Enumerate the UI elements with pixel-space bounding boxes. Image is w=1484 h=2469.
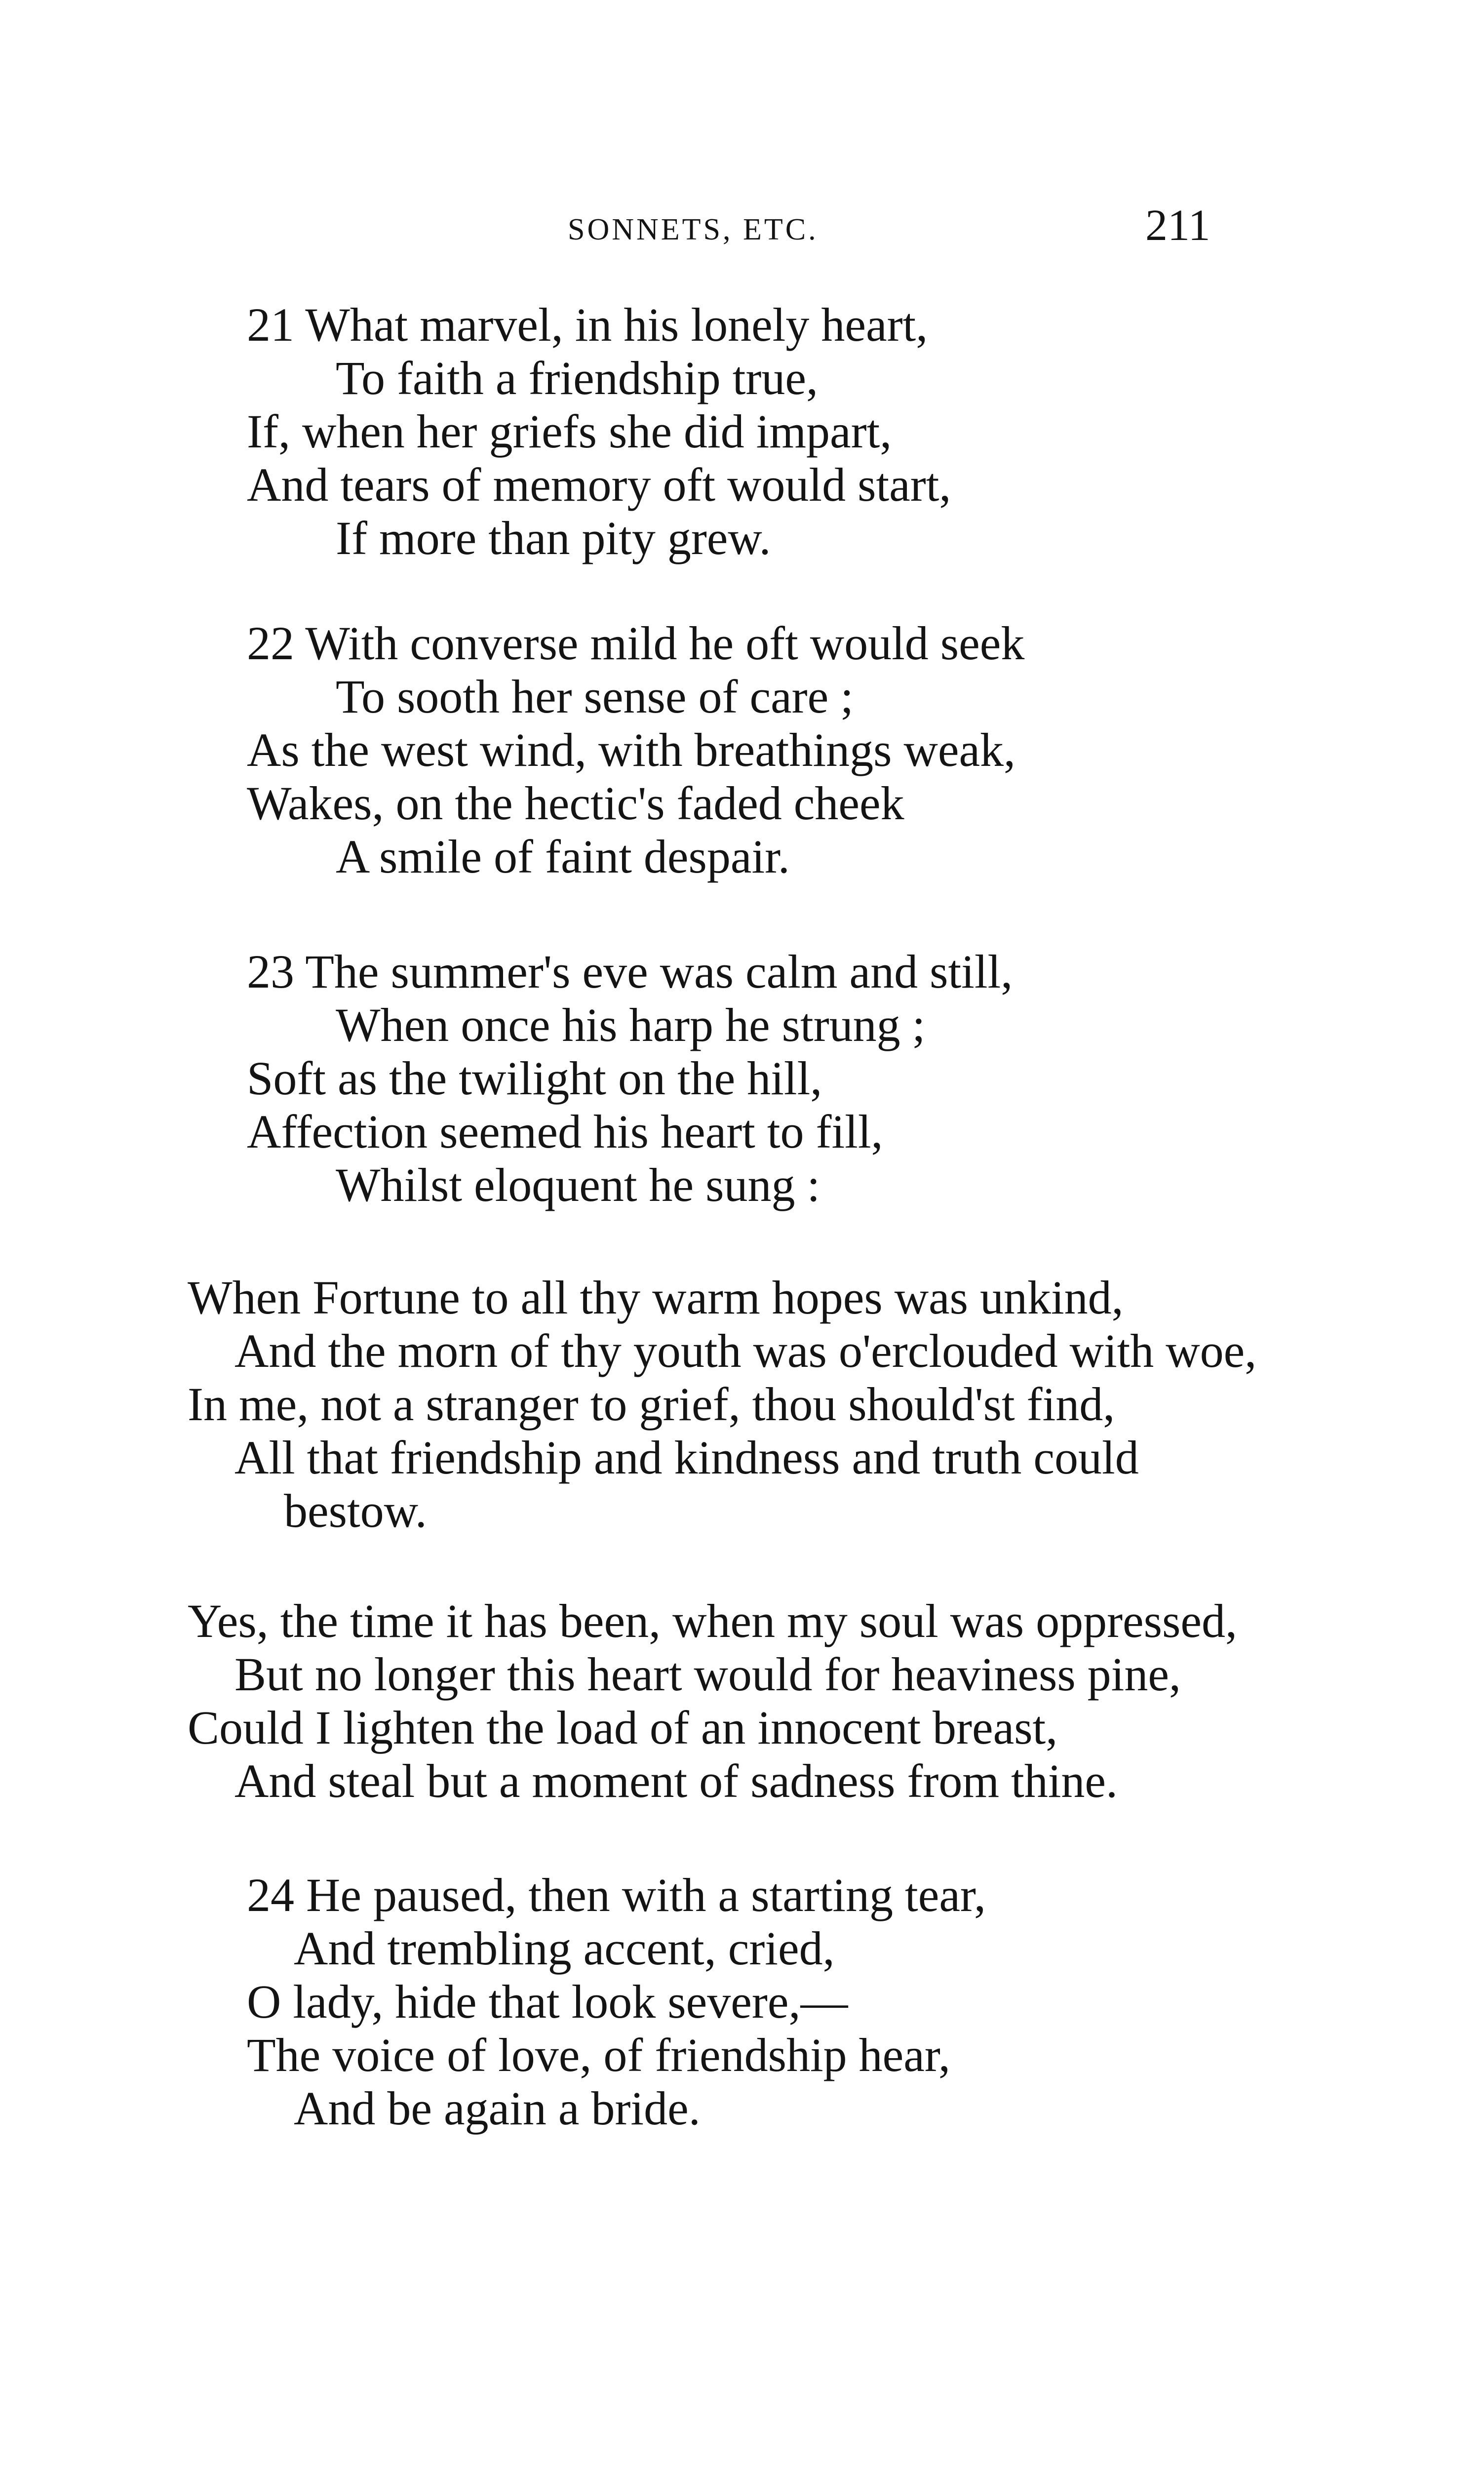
song-line: But no longer this heart would for heaviness pine, bbox=[234, 1648, 1181, 1701]
verse-line: As the west wind, with breathings weak, bbox=[247, 723, 1016, 776]
verse-line: If, when her griefs she did impart, bbox=[247, 405, 892, 458]
verse-line: And tears of memory oft would start, bbox=[247, 458, 951, 511]
song-line: In me, not a stranger to grief, thou should'st find, bbox=[188, 1378, 1115, 1431]
song-line: And the morn of thy youth was o'erclouded with woe, bbox=[234, 1324, 1257, 1377]
verse-line: 24 He paused, then with a starting tear, bbox=[247, 1869, 986, 1921]
verse-line: 22 With converse mild he oft would seek bbox=[247, 617, 1025, 670]
song-line: All that friendship and kindness and truth could bbox=[234, 1431, 1139, 1484]
verse-line: A smile of faint despair. bbox=[336, 830, 790, 883]
verse-line: The voice of love, of friendship hear, bbox=[247, 2029, 950, 2081]
verse-line: Soft as the twilight on the hill, bbox=[247, 1052, 822, 1105]
verse-line: If more than pity grew. bbox=[336, 512, 771, 564]
verse-line: And be again a bride. bbox=[294, 2082, 701, 2135]
verse-line: 23 The summer's eve was calm and still, bbox=[247, 945, 1013, 998]
verse-line: O lady, hide that look severe,— bbox=[247, 1975, 848, 2028]
page-number: 211 bbox=[1145, 201, 1211, 250]
song-line: Could I lighten the load of an innocent breast, bbox=[188, 1701, 1058, 1754]
verse-line: When once his harp he strung ; bbox=[336, 998, 926, 1051]
verse-line: Affection seemed his heart to fill, bbox=[247, 1105, 883, 1158]
song-line: When Fortune to all thy warm hopes was unkind, bbox=[188, 1271, 1124, 1324]
verse-line: To sooth her sense of care ; bbox=[336, 670, 854, 723]
verse-line: And trembling accent, cried, bbox=[294, 1922, 835, 1975]
verse-line: 21 What marvel, in his lonely heart, bbox=[247, 298, 928, 351]
verse-line: Whilst eloquent he sung : bbox=[336, 1158, 820, 1211]
verse-line: Wakes, on the hectic's faded cheek bbox=[247, 777, 904, 830]
verse-line: To faith a friendship true, bbox=[336, 352, 818, 404]
song-line: bestow. bbox=[284, 1484, 427, 1537]
running-title: SONNETS, ETC. bbox=[568, 213, 819, 246]
song-line: Yes, the time it has been, when my soul was oppressed, bbox=[188, 1594, 1237, 1647]
song-line: And steal but a moment of sadness from thine. bbox=[234, 1754, 1118, 1807]
